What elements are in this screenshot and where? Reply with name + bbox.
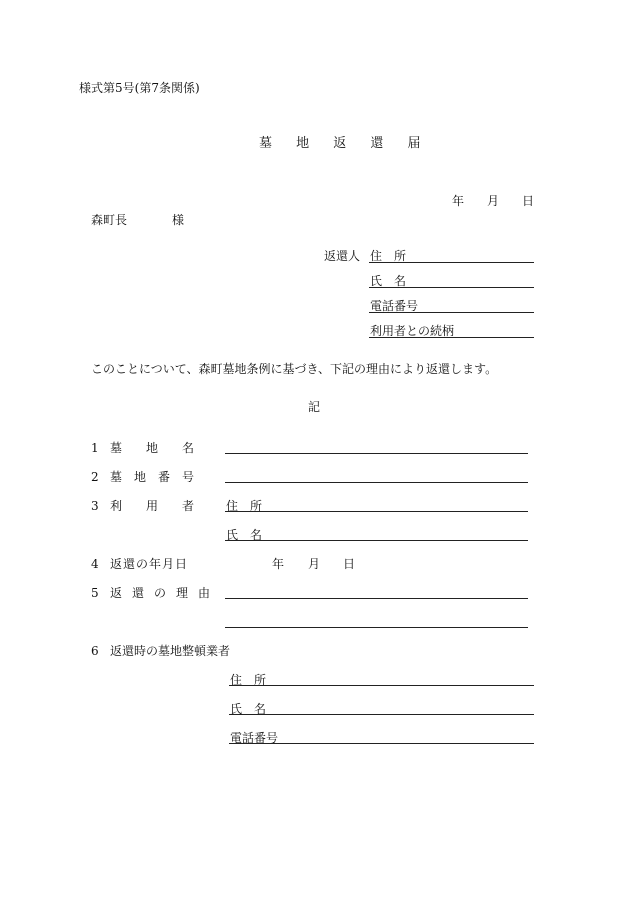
item-3-number: 3 [91, 499, 99, 513]
grave-number-field[interactable] [225, 482, 528, 483]
returner-phone-field[interactable] [369, 312, 534, 313]
contractor-phone-field[interactable] [229, 743, 534, 744]
grave-name-field[interactable] [225, 453, 528, 454]
contractor-phone-label: 電話番号 [230, 731, 279, 745]
addressee-name: 森町長 [91, 213, 128, 227]
contractor-name-field[interactable] [229, 714, 534, 715]
return-date-month-label: 月 [308, 557, 321, 571]
return-reason-field-2[interactable] [225, 627, 528, 628]
user-name-field[interactable] [225, 540, 528, 541]
addressee-honorific: 様 [172, 213, 185, 227]
returner-relation-label: 利用者との続柄 [370, 324, 455, 338]
item-1-number: 1 [91, 441, 99, 455]
returner-phone-label: 電話番号 [370, 299, 419, 313]
date-year-label: 年 [452, 194, 465, 208]
item-5-label: 返 還 の 理 由 [110, 586, 210, 600]
item-1-label: 墓 地 名 [110, 441, 195, 455]
user-address-field[interactable] [225, 511, 528, 512]
returner-address-label: 住 所 [370, 249, 407, 263]
date-month-label: 月 [487, 194, 500, 208]
returner-name-label: 氏 名 [370, 274, 407, 288]
ki-heading: 記 [308, 400, 321, 414]
item-6-number: 6 [91, 644, 99, 658]
returner-name-field[interactable] [369, 287, 534, 288]
item-5-number: 5 [91, 586, 99, 600]
item-2-number: 2 [91, 470, 99, 484]
user-address-label: 住 所 [226, 499, 263, 513]
item-4-label: 返還の年月日 [110, 557, 189, 571]
returner-address-field[interactable] [369, 262, 534, 263]
contractor-address-field[interactable] [229, 685, 534, 686]
item-2-label: 墓 地 番 号 [110, 470, 195, 484]
return-date-year-label: 年 [272, 557, 285, 571]
date-day-label: 日 [522, 194, 535, 208]
user-name-label: 氏 名 [226, 528, 263, 542]
contractor-name-label: 氏 名 [230, 702, 267, 716]
form-number: 様式第5号(第7条関係) [79, 81, 200, 95]
item-6-label: 返還時の墓地整頓業者 [110, 644, 231, 658]
item-3-label: 利 用 者 [110, 499, 195, 513]
returner-label: 返還人 [324, 249, 361, 263]
form-title: 墓 地 返 還 届 [259, 136, 431, 151]
returner-relation-field[interactable] [369, 337, 534, 338]
return-date-day-label: 日 [343, 557, 356, 571]
return-reason-field-1[interactable] [225, 598, 528, 599]
statement-text: このことについて、森町墓地条例に基づき、下記の理由により返還します。 [91, 362, 498, 376]
item-4-number: 4 [91, 557, 99, 571]
contractor-address-label: 住 所 [230, 673, 267, 687]
